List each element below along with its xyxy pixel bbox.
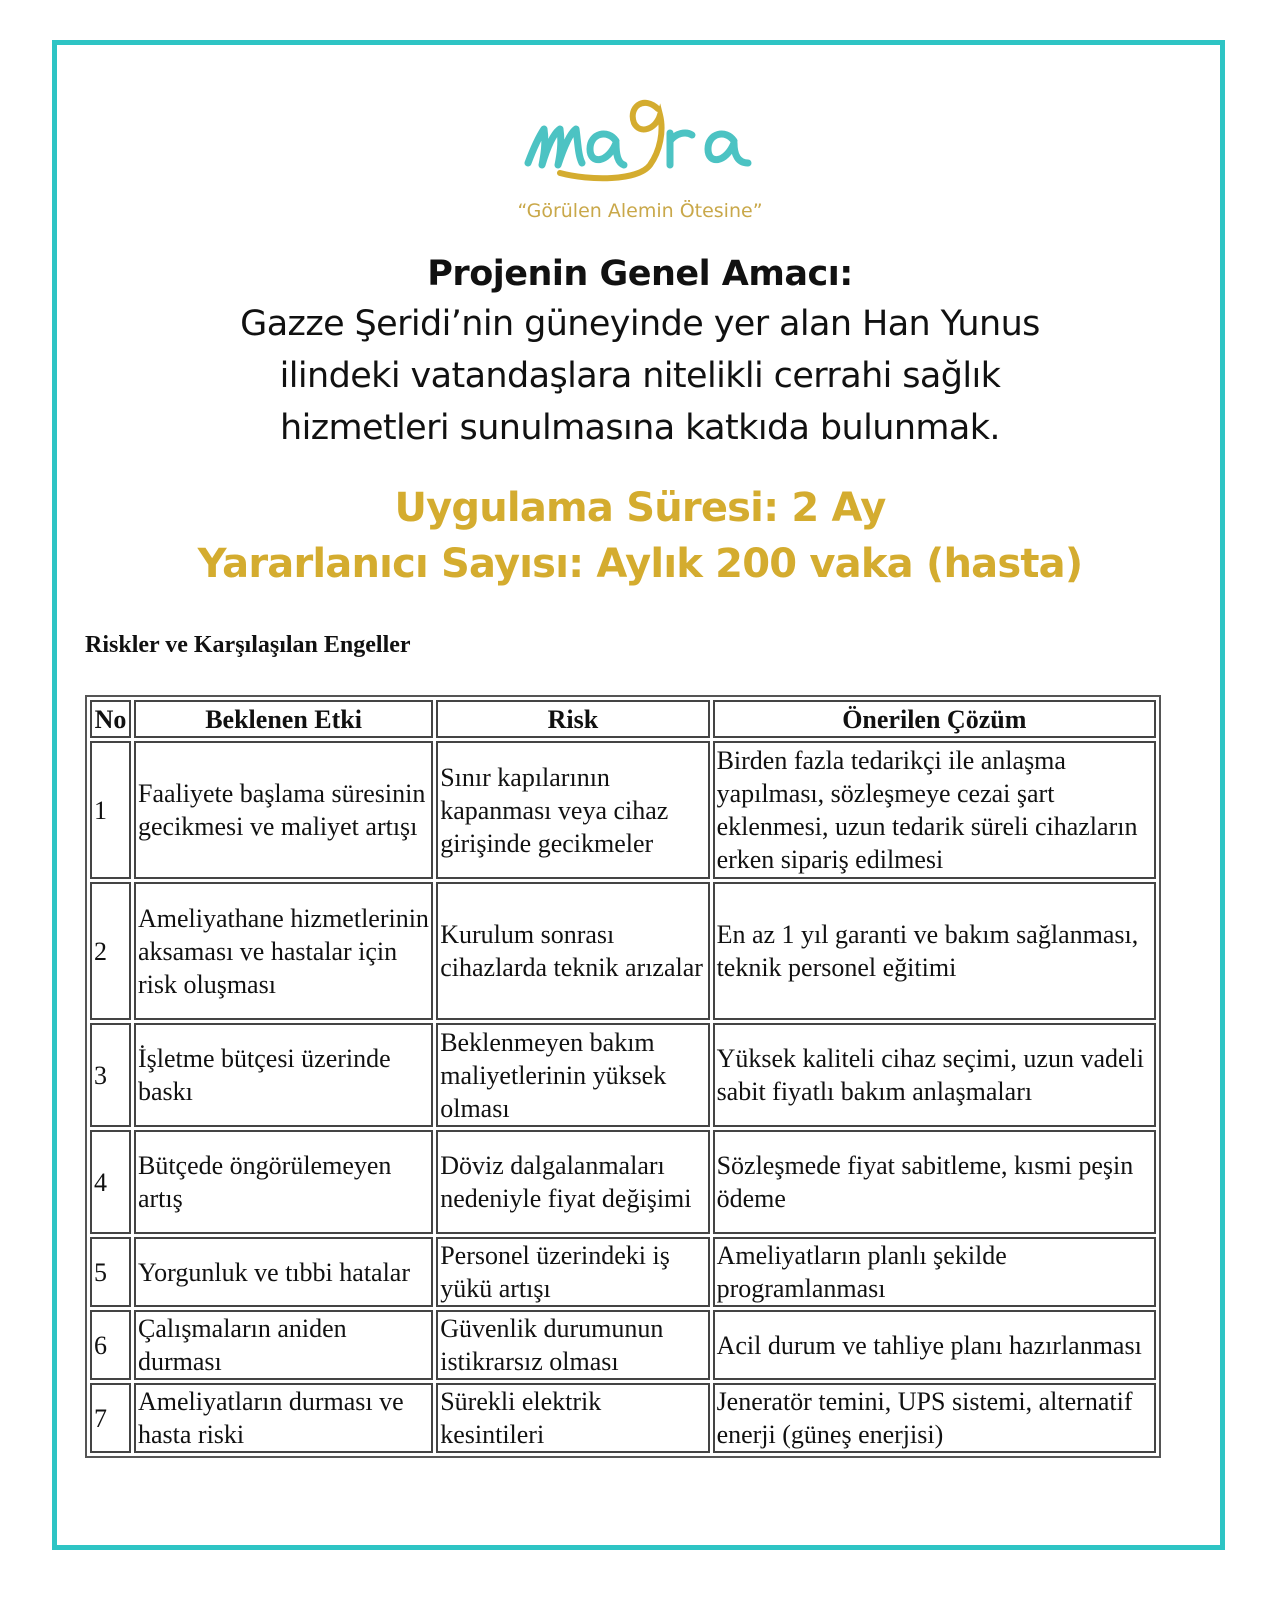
row-number: 7: [90, 1383, 131, 1453]
column-header-risk: Risk: [436, 700, 709, 738]
solution-cell: Birden fazla tedarikçi ile anlaşma yapılması, sözleşmeye cezai şart eklenmesi, uzun tedarik süreli cihazların erken sipariş edilmesi: [713, 741, 1156, 879]
risk-cell: Beklenmeyen bakım maliyetlerinin yüksek olması: [436, 1023, 709, 1127]
risk-cell: Döviz dalgalanmaları nedeniyle fiyat değişimi: [436, 1130, 709, 1234]
expected-impact-cell: Ameliyathane hizmetlerinin aksaması ve hastalar için risk oluşması: [134, 882, 433, 1020]
expected-impact-cell: Faaliyete başlama süresinin gecikmesi ve maliyet artışı: [134, 741, 433, 879]
beneficiary-count: Yararlanıcı Sayısı: Aylık 200 vaka (hasta): [197, 541, 1083, 587]
brand-tagline: “Görülen Alemin Ötesine”: [517, 200, 763, 222]
table-row: [90, 1130, 1156, 1234]
maqra-logo-icon: [520, 85, 760, 195]
solution-cell: Acil durum ve tahliye planı hazırlanması: [713, 1310, 1156, 1380]
row-number: 5: [90, 1237, 131, 1307]
project-goal-line: hizmetleri sunulmasına katkıda bulunmak.: [280, 408, 1000, 448]
row-number: 2: [90, 882, 131, 1020]
table-row: [90, 1310, 1156, 1380]
project-goal-line: Gazze Şeridi’nin güneyinde yer alan Han Yunus: [240, 304, 1040, 344]
solution-cell: Yüksek kaliteli cihaz seçimi, uzun vadeli sabit fiyatlı bakım anlaşmaları: [713, 1023, 1156, 1127]
row-number: 3: [90, 1023, 131, 1127]
project-summary: [0, 480, 1280, 592]
expected-impact-cell: İşletme bütçesi üzerinde baskı: [134, 1023, 433, 1127]
row-number: 4: [90, 1130, 131, 1234]
table-row: [90, 741, 1156, 879]
project-goal-line: ilindeki vatandaşlara nitelikli cerrahi sağlık: [279, 356, 1001, 396]
column-header-expected-impact: Beklenen Etki: [134, 700, 433, 738]
table-row: [90, 1237, 1156, 1307]
expected-impact-cell: Çalışmaların aniden durması: [134, 1310, 433, 1380]
solution-cell: Ameliyatların planlı şekilde programlanması: [713, 1237, 1156, 1307]
column-header-proposed-solution: Önerilen Çözüm: [713, 700, 1156, 738]
table-row: [90, 882, 1156, 1020]
risk-cell: Sınır kapılarının kapanması veya cihaz girişinde gecikmeler: [436, 741, 709, 879]
table-header-row: [90, 700, 1156, 738]
risk-cell: Sürekli elektrik kesintileri: [436, 1383, 709, 1453]
brand-logo: [520, 85, 760, 195]
column-header-no: No: [90, 700, 131, 738]
risk-cell: Güvenlik durumunun istikrarsız olması: [436, 1310, 709, 1380]
row-number: 6: [90, 1310, 131, 1380]
project-goal: [0, 250, 1280, 454]
project-goal-title: Projenin Genel Amacı:: [427, 254, 853, 294]
row-number: 1: [90, 741, 131, 879]
table-row: [90, 1023, 1156, 1127]
solution-cell: Sözleşmede fiyat sabitleme, kısmi peşin ödeme: [713, 1130, 1156, 1234]
risks-table: [85, 695, 1161, 1458]
expected-impact-cell: Ameliyatların durması ve hasta riski: [134, 1383, 433, 1453]
solution-cell: En az 1 yıl garanti ve bakım sağlanması, teknik personel eğitimi: [713, 882, 1156, 1020]
expected-impact-cell: Yorgunluk ve tıbbi hatalar: [134, 1237, 433, 1307]
table-row: [90, 1383, 1156, 1453]
implementation-duration: Uygulama Süresi: 2 Ay: [394, 485, 886, 531]
solution-cell: Jeneratör temini, UPS sistemi, alternatif enerji (güneş enerjisi): [713, 1383, 1156, 1453]
risk-cell: Personel üzerindeki iş yükü artışı: [436, 1237, 709, 1307]
risk-cell: Kurulum sonrası cihazlarda teknik arızalar: [436, 882, 709, 1020]
risks-section-title: Riskler ve Karşılaşılan Engeller: [85, 632, 411, 658]
expected-impact-cell: Bütçede öngörülemeyen artış: [134, 1130, 433, 1234]
